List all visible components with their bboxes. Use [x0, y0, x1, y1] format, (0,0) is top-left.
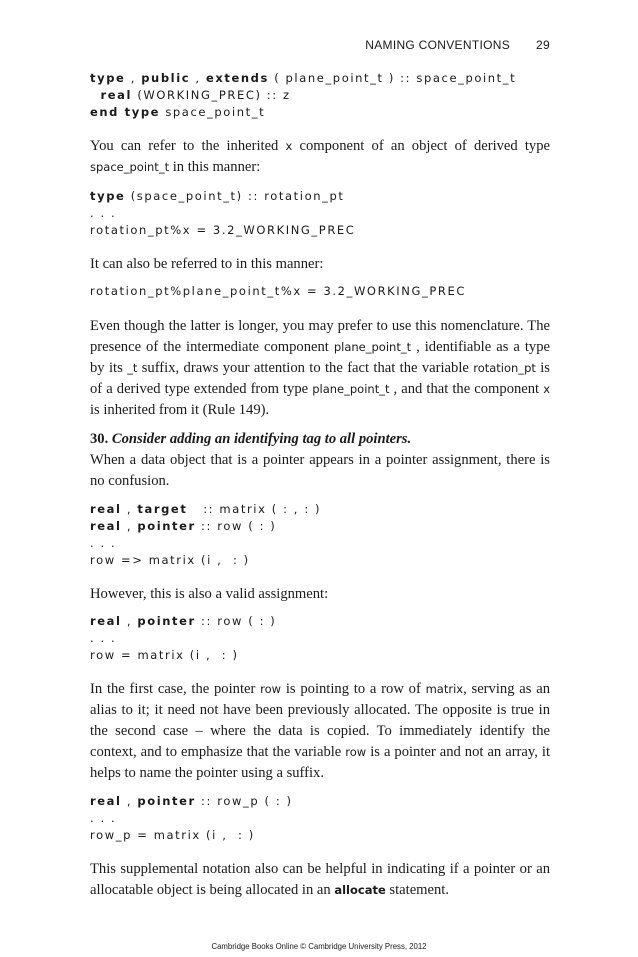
code-keyword: type [90, 189, 126, 203]
code-text: ( plane_point_t ) :: space_point_t [268, 71, 517, 85]
code-line [90, 70, 550, 87]
inline-keyword: allocate [334, 883, 386, 897]
code-keyword: real [90, 614, 122, 628]
code-line [90, 647, 550, 664]
code-text: , [125, 71, 142, 85]
text-run: However, this is also a valid assignment: [90, 586, 329, 602]
text-run: is pointing to a row of [281, 681, 426, 697]
code-text: :: matrix ( : , : ) [187, 502, 322, 516]
rule-heading [90, 429, 550, 450]
text-run: In the first case, the pointer [90, 681, 261, 697]
code-text: :: row_p ( : ) [195, 794, 293, 808]
code-keyword: real [90, 794, 122, 808]
text-run: statement. [385, 882, 450, 898]
code-keyword: extends [205, 71, 269, 85]
code-keyword: real [90, 502, 122, 516]
inline-code: x [285, 139, 293, 153]
text-run: When a data object that is a pointer appears in a pointer assignment, there is no confusion. [90, 452, 550, 489]
code-keyword: real [90, 519, 122, 533]
text-run: , identifiable as a type by its [90, 339, 550, 376]
code-text: , [121, 614, 138, 628]
code-keyword: real [100, 88, 133, 102]
code-block [90, 613, 550, 664]
code-line [90, 188, 550, 205]
code-line [90, 552, 550, 569]
paragraph [90, 316, 550, 421]
text-run: You can refer to the inherited [90, 138, 286, 154]
code-text: row => matrix (i , : ) [90, 553, 250, 567]
code-line [90, 222, 550, 239]
code-text: . . . [90, 206, 117, 220]
paragraph [90, 450, 550, 492]
code-line [90, 104, 550, 121]
code-line [90, 501, 550, 518]
code-text: , [121, 794, 138, 808]
text-run: It can also be referred to in this manner: [90, 256, 324, 272]
text-run: This supplemental notation also can be helpful in indicating if a pointer or an allocatable object is being allocated in an [90, 861, 550, 898]
code-block [90, 501, 550, 569]
code-line [90, 87, 550, 104]
code-text: rotation_pt%plane_point_t%x = 3.2_WORKING_PREC [90, 284, 466, 298]
code-keyword: public [141, 71, 191, 85]
code-line [90, 810, 550, 827]
inline-code: rotation_pt [473, 361, 536, 375]
paragraph [90, 859, 550, 901]
code-text [90, 88, 101, 102]
code-text: , [190, 71, 206, 85]
code-text: , [121, 519, 138, 533]
code-text: . . . [90, 811, 117, 825]
paragraph [90, 584, 550, 605]
inline-code: plane_point_t [333, 340, 412, 354]
code-text: row = matrix (i , : ) [90, 648, 239, 662]
rule-number: 30. [90, 431, 109, 447]
code-keyword: pointer [137, 614, 196, 628]
text-run: Even though the latter is longer, you may prefer to use this nomenclature. The presence of the intermediate component [90, 318, 550, 355]
code-line [90, 793, 550, 810]
code-text: , [121, 502, 138, 516]
text-run: in this manner: [169, 159, 261, 175]
inline-code: row [260, 682, 282, 696]
code-keyword: type [90, 71, 126, 85]
code-line [90, 535, 550, 552]
code-line [90, 518, 550, 535]
code-text: rotation_pt%x = 3.2_WORKING_PREC [90, 223, 356, 237]
code-text: :: row ( : ) [195, 519, 277, 533]
text-run: suffix, draws your attention to the fact that the variable [137, 360, 474, 376]
code-text: . . . [90, 631, 117, 645]
inline-code: row [345, 745, 367, 759]
inline-code: x [543, 382, 551, 396]
inline-code: space_point_t [90, 160, 170, 174]
inline-code: plane_point_t [312, 382, 390, 396]
rule-title: Consider adding an identifying tag to all pointers. [111, 431, 412, 447]
code-text: . . . [90, 536, 117, 550]
code-line [90, 613, 550, 630]
running-title: NAMING CONVENTIONS [365, 38, 510, 52]
code-block [90, 793, 550, 844]
text-run: , serving as an alias to it; it need not have been previously allocated. The opposite is true in the second case – where the data is copied. To immediately identify the context, and to emphasize that the variable [90, 681, 550, 760]
code-text: space_point_t [160, 105, 266, 119]
code-line [90, 630, 550, 647]
code-line [90, 283, 550, 300]
text-run: is a pointer and not an array, it helps to name the pointer using a suffix. [90, 744, 550, 781]
page-header [90, 38, 550, 56]
code-text: (WORKING_PREC) :: z [132, 88, 291, 102]
code-keyword: end type [90, 105, 161, 119]
paragraph [90, 254, 550, 275]
code-line [90, 205, 550, 222]
code-line [90, 827, 550, 844]
footer-copyright: Cambridge Books Online © Cambridge University Press, 2012 [211, 942, 427, 951]
inline-code: matrix [425, 682, 464, 696]
code-keyword: pointer [137, 519, 196, 533]
code-block [90, 283, 550, 300]
text-run: is inherited from it (Rule 149). [90, 402, 270, 418]
page-number: 29 [536, 38, 550, 52]
code-text: row_p = matrix (i , : ) [90, 828, 255, 842]
page-content [90, 70, 550, 901]
text-run: , and that the component [389, 381, 544, 397]
text-run: is of a derived type extended from type [90, 360, 550, 397]
paragraph [90, 679, 550, 784]
paragraph [90, 136, 550, 178]
text-run: component of an object of derived type [292, 138, 551, 154]
code-block [90, 70, 550, 121]
code-text: (space_point_t) :: rotation_pt [125, 189, 345, 203]
inline-code: _t [127, 361, 138, 375]
code-text: :: row ( : ) [195, 614, 277, 628]
code-block [90, 188, 550, 239]
code-keyword: target [137, 502, 188, 516]
code-keyword: pointer [137, 794, 196, 808]
